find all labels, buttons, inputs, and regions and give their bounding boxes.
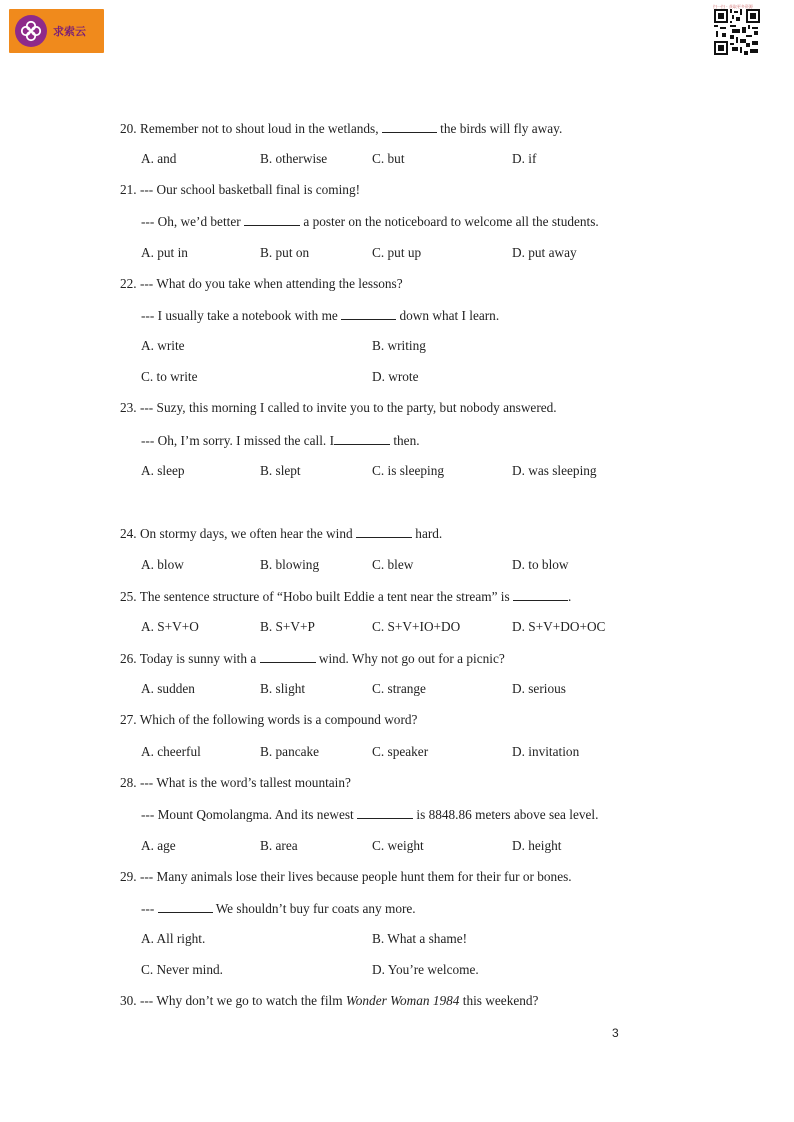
q25-option-d[interactable]: D. S+V+DO+OC: [512, 619, 606, 634]
q25-option-b[interactable]: B. S+V+P: [260, 619, 315, 634]
question-26-stem: 26. Today is sunny with a wind. Why not go out for a picnic?: [120, 651, 505, 666]
q22-option-d[interactable]: D. wrote: [372, 369, 419, 384]
brand-logo: [9, 9, 104, 53]
q26-option-a[interactable]: A. sudden: [141, 681, 195, 696]
question-30-stem: 30. --- Why don’t we go to watch the film Wonder Woman 1984 this weekend?: [120, 993, 539, 1008]
answer-blank: [158, 900, 213, 913]
answer-blank: [382, 120, 437, 133]
q27-option-b[interactable]: B. pancake: [260, 744, 320, 759]
q28-option-d[interactable]: D. height: [512, 838, 562, 853]
q27-option-a[interactable]: A. cheerful: [141, 744, 201, 759]
q20-option-b[interactable]: B. otherwise: [260, 151, 328, 166]
question-28-reply: --- Mount Qomolangma. And its newest is 8848.86 meters above sea level.: [141, 807, 599, 822]
brand-name: 求索云: [53, 25, 86, 38]
q22-option-b[interactable]: B. writing: [372, 338, 426, 353]
question-21-stem: 21. --- Our school basketball final is coming!: [120, 182, 361, 197]
clover-logo-icon: [15, 15, 47, 47]
answer-blank: [513, 588, 568, 601]
q26-option-d[interactable]: D. serious: [512, 681, 566, 696]
qr-code-icon[interactable]: [714, 9, 760, 55]
q28-option-b[interactable]: B. area: [260, 838, 298, 853]
question-27-stem: 27. Which of the following words is a compound word?: [120, 712, 418, 727]
question-22-reply: --- I usually take a notebook with me down what I learn.: [141, 308, 500, 323]
answer-blank: [356, 525, 412, 538]
q24-option-d[interactable]: D. to blow: [512, 557, 569, 572]
q20-option-c[interactable]: C. but: [372, 151, 405, 166]
q29-option-d[interactable]: D. You’re welcome.: [372, 962, 479, 977]
question-22-stem: 22. --- What do you take when attending the lessons?: [120, 276, 403, 291]
q28-option-c[interactable]: C. weight: [372, 838, 424, 853]
question-29-reply: --- We shouldn’t buy fur coats any more.: [141, 901, 416, 916]
question-23-stem: 23. --- Suzy, this morning I called to invite you to the party, but nobody answered.: [120, 400, 557, 415]
answer-blank: [334, 432, 390, 445]
q21-option-b[interactable]: B. put on: [260, 245, 310, 260]
q20-option-d[interactable]: D. if: [512, 151, 537, 166]
q23-option-b[interactable]: B. slept: [260, 463, 301, 478]
question-25-stem: 25. The sentence structure of “Hobo built Eddie a tent near the stream” is .: [120, 589, 572, 604]
q25-option-a[interactable]: A. S+V+O: [141, 619, 199, 634]
question-24-stem: 24. On stormy days, we often hear the wind hard.: [120, 526, 443, 541]
question-29-stem: 29. --- Many animals lose their lives because people hunt them for their fur or bones.: [120, 869, 572, 884]
answer-blank: [341, 307, 396, 320]
q27-option-c[interactable]: C. speaker: [372, 744, 429, 759]
q21-option-a[interactable]: A. put in: [141, 245, 188, 260]
qr-caption: 扫一扫 · 获取更多资源: [713, 4, 753, 9]
q29-option-b[interactable]: B. What a shame!: [372, 931, 468, 946]
q21-option-d[interactable]: D. put away: [512, 245, 577, 260]
question-20-stem: 20. Remember not to shout loud in the wetlands, the birds will fly away.: [120, 121, 563, 136]
q24-option-a[interactable]: A. blow: [141, 557, 184, 572]
q24-option-b[interactable]: B. blowing: [260, 557, 320, 572]
film-title: Wonder Woman 1984: [345, 993, 460, 1008]
q26-option-b[interactable]: B. slight: [260, 681, 306, 696]
question-23-reply: --- Oh, I’m sorry. I missed the call. I then.: [141, 433, 420, 448]
q26-option-c[interactable]: C. strange: [372, 681, 426, 696]
q24-option-c[interactable]: C. blew: [372, 557, 414, 572]
question-21-reply: --- Oh, we’d better a poster on the noticeboard to welcome all the students.: [141, 214, 599, 229]
q29-option-c[interactable]: C. Never mind.: [141, 962, 223, 977]
page-number: 3: [612, 1026, 619, 1040]
q23-option-c[interactable]: C. is sleeping: [372, 463, 445, 478]
q21-option-c[interactable]: C. put up: [372, 245, 422, 260]
answer-blank: [357, 806, 413, 819]
q23-option-d[interactable]: D. was sleeping: [512, 463, 597, 478]
q22-option-a[interactable]: A. write: [141, 338, 185, 353]
question-28-stem: 28. --- What is the word’s tallest mountain?: [120, 775, 351, 790]
answer-blank: [244, 213, 300, 226]
answer-blank: [260, 650, 316, 663]
q29-option-a[interactable]: A. All right.: [141, 931, 206, 946]
q20-option-a[interactable]: A. and: [141, 151, 177, 166]
q22-option-c[interactable]: C. to write: [141, 369, 198, 384]
q27-option-d[interactable]: D. invitation: [512, 744, 580, 759]
q25-option-c[interactable]: C. S+V+IO+DO: [372, 619, 461, 634]
q28-option-a[interactable]: A. age: [141, 838, 176, 853]
q23-option-a[interactable]: A. sleep: [141, 463, 185, 478]
